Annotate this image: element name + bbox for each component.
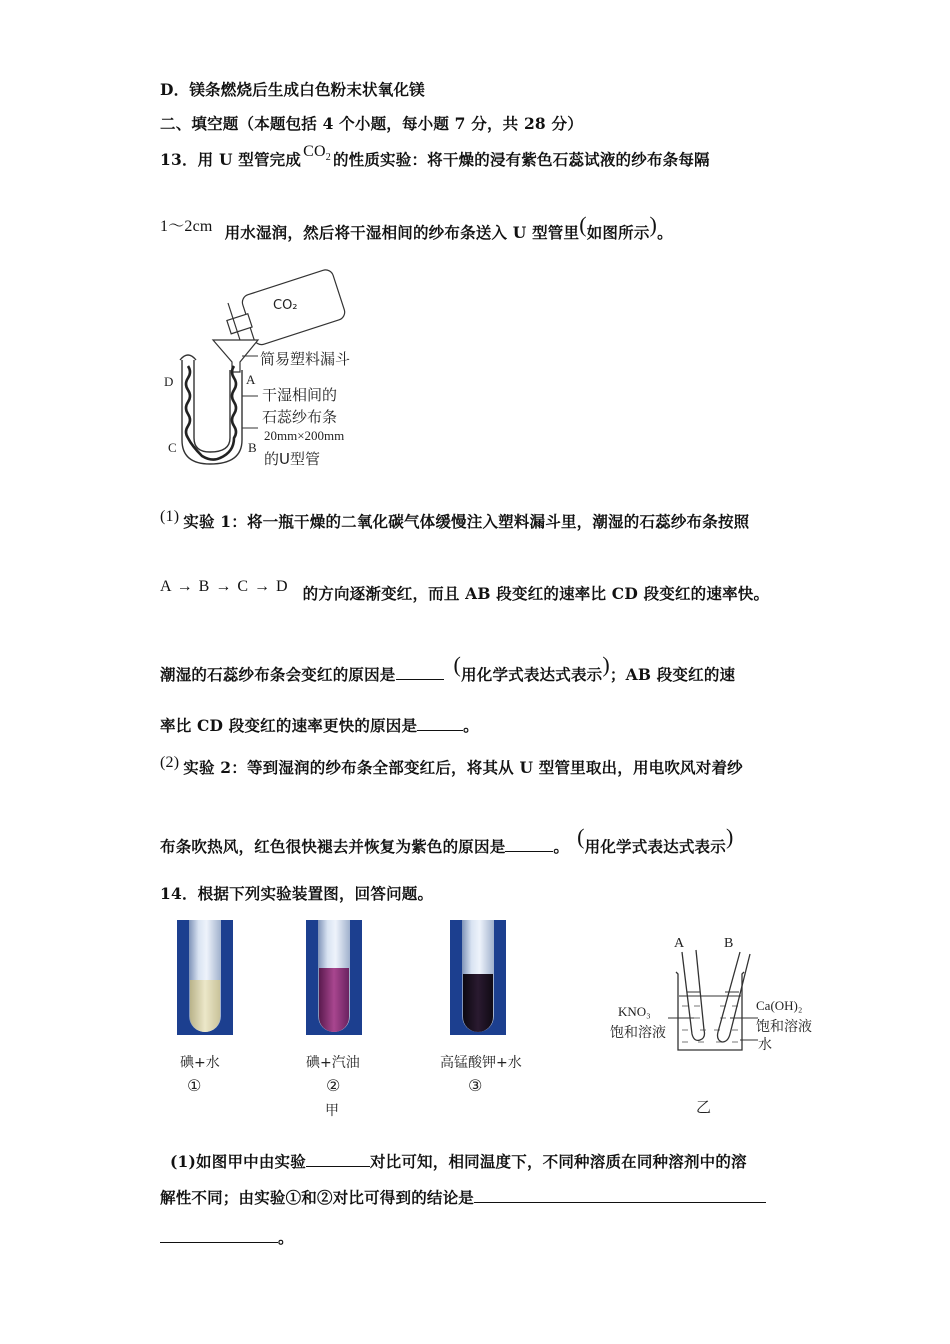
q13-p2-paren: 用化学式表达式表示 [584, 837, 726, 856]
section-heading: 二、填空题（本题包括 4 个小题，每小题 7 分，共 28 分） [160, 114, 583, 133]
q13-p2-q-pre: 布条吹热风，红色很快褪去并恢复为紫色的原因是 [160, 837, 506, 856]
beaker-diagram [608, 932, 828, 1062]
co2-text: CO [303, 143, 326, 160]
paren-close: ) [725, 824, 734, 849]
q13-p1-num: (1) [160, 508, 180, 525]
q13-line2 [160, 212, 673, 244]
q13-line2-end: 。 [657, 223, 673, 242]
q13-p1-question1 [160, 652, 736, 686]
caoh2-solution-label: 饱和溶液 [756, 1019, 812, 1035]
q14-p1-end: 。 [278, 1228, 294, 1247]
q14-p1-mid: 对比可知，相同温度下，不同种溶质在同种溶剂中的溶 [369, 1152, 747, 1171]
iodine-water-liquid [190, 980, 220, 1032]
q14-p1-line3 [160, 1226, 294, 1248]
point-d: D [164, 374, 174, 389]
u-tube-figure [158, 268, 398, 478]
answer-blank-3[interactable] [505, 836, 553, 852]
q13-p1-q1-pre: 潮湿的石蕊纱布条会变红的原因是 [160, 665, 396, 684]
q14-p1-line2 [160, 1186, 766, 1208]
point-a: A [246, 372, 256, 387]
q13-p1-q2-post: 。 [463, 716, 479, 735]
q13-p1-text: 实验 1：将一瓶干燥的二氧化碳气体缓慢注入塑料漏斗里，潮湿的石蕊纱布条按照 [183, 512, 750, 531]
tube-photo-2 [306, 920, 362, 1035]
iodine-gasoline-liquid [319, 968, 349, 1032]
q13-p1-q2-pre: 率比 CD 段变红的速率更快的原因是 [160, 716, 418, 735]
answer-blank-6[interactable] [160, 1227, 278, 1243]
q13-line1-post: 的性质实验：将干燥的浸有紫色石蕊试液的纱布条每隔 [332, 150, 710, 169]
q13-p1-text2: 的方向逐渐变红，而且 AB 段变红的速率比 CD 段变红的速率快。 [302, 584, 770, 603]
group-jia-caption: 甲 [325, 1103, 339, 1119]
beaker-figure [608, 932, 828, 1062]
point-c: C [168, 440, 177, 455]
strip-label-2: 石蕊纱布条 [262, 408, 338, 426]
q13-p1-q1-post: ；AB 段变红的速 [609, 665, 736, 684]
q13-p1-q1-paren: 用化学式表达式表示 [461, 665, 603, 684]
water-label: 水 [758, 1037, 772, 1053]
q13-p1-line1 [160, 510, 749, 532]
yi-label-a: A [674, 936, 685, 951]
strip-label-1: 干湿相间的 [262, 386, 338, 404]
tube-photo-3 [450, 920, 506, 1035]
q13-p2-question [160, 824, 734, 858]
tube-photo-1 [177, 920, 233, 1035]
paren-open: ( [453, 652, 462, 677]
paren-close: ) [602, 652, 610, 677]
co2-formula [303, 143, 331, 164]
q13-sequence-math: A → B → C → D [160, 578, 289, 595]
tube2-caption: 碘+汽油 [306, 1055, 360, 1071]
answer-blank-1[interactable] [396, 664, 444, 680]
q13-p1-question2 [160, 714, 479, 736]
yi-caption: 乙 [696, 1098, 712, 1116]
answer-blank-2[interactable] [417, 715, 463, 731]
q13-p2-num: (2) [160, 754, 180, 771]
co2-subscript: 2 [325, 152, 331, 164]
q14-p1-line1 [170, 1150, 747, 1172]
paren-open: ( [579, 212, 587, 237]
kno3-label: KNO₃ [618, 1004, 651, 1019]
q13-p1-line2 [160, 578, 770, 604]
q13-line1-pre: 13．用 U 型管完成 [160, 150, 302, 169]
q13-line2-paren-text: 如图所示 [586, 223, 650, 242]
q13-line1 [160, 143, 710, 172]
bottle-label: CO₂ [273, 298, 298, 313]
tube-size-label: 20mm×200mm [264, 428, 345, 443]
tube3-caption: 高锰酸钾+水 [440, 1055, 522, 1071]
q13-p2-line1 [160, 756, 743, 778]
funnel-label: 简易塑料漏斗 [260, 350, 351, 368]
tube-label: 的U型管 [264, 450, 320, 468]
paren-open: ( [577, 824, 585, 849]
q13-p2-q-post: 。 [553, 837, 570, 856]
q14-heading: 14．根据下列实验装置图，回答问题。 [160, 884, 434, 903]
q14-p1-line2-text: 解性不同；由实验①和②对比可得到的结论是 [160, 1188, 475, 1207]
tube1-number: ① [187, 1076, 202, 1095]
q12-option-d: D．镁条燃烧后生成白色粉末状氧化镁 [160, 80, 425, 99]
q14-p1-pre: (1)如图甲中由实验 [170, 1152, 306, 1171]
answer-blank-5[interactable] [474, 1187, 766, 1203]
tube2-number: ② [326, 1076, 341, 1095]
yi-label-b: B [724, 936, 734, 951]
caoh2-label: Ca(OH)₂ [756, 998, 803, 1013]
paren-close: ) [649, 212, 658, 237]
q13-spacing-math: 1～2cm [160, 218, 213, 235]
permanganate-liquid [463, 974, 493, 1032]
kno3-solution-label: 饱和溶液 [610, 1025, 666, 1041]
tube3-number: ③ [468, 1076, 483, 1095]
point-b: B [248, 440, 257, 455]
answer-blank-4[interactable] [306, 1151, 370, 1167]
q13-line2-text: 用水湿润，然后将干湿相间的纱布条送入 U 型管里 [224, 223, 580, 242]
q13-p2-text: 实验 2：等到湿润的纱布条全部变红后，将其从 U 型管里取出，用电吹风对着纱 [183, 758, 743, 777]
tube1-caption: 碘+水 [180, 1055, 220, 1071]
